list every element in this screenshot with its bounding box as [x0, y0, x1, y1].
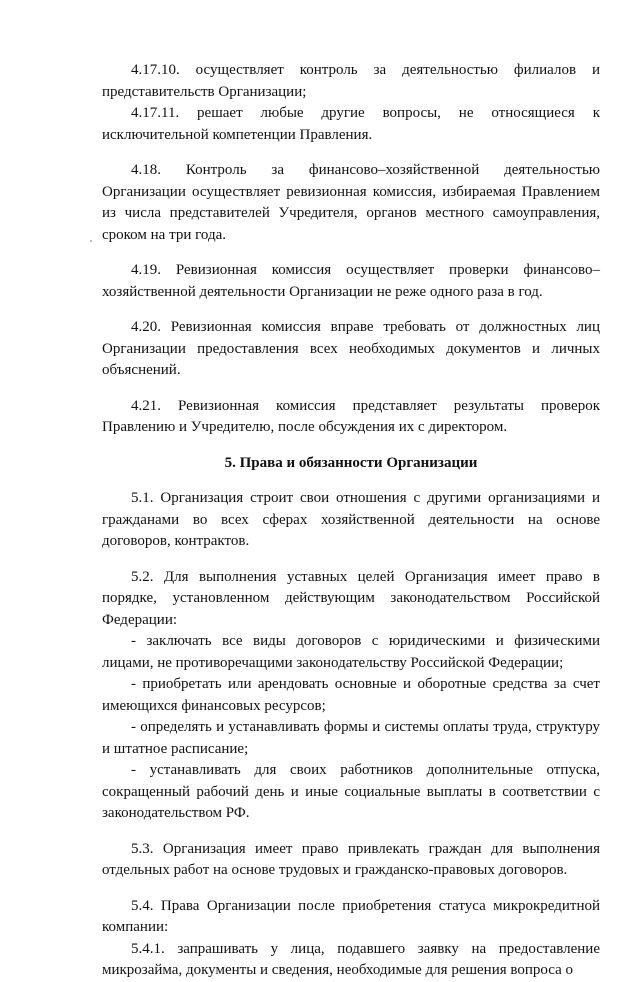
bullet-item: - устанавливать для своих работников дополнительные отпуска, сокращенный рабочий день и иные социальные выплаты в соответствии с законодательством РФ. — [102, 762, 600, 821]
scan-artifact — [90, 240, 92, 242]
paragraph-4-21: 4.21. Ревизионная комиссия представляет результаты проверок Правлению и Учредителю, после обсуждения их с директором. — [102, 397, 600, 435]
paragraph-5-4: 5.4. Права Организации после приобретения статуса микрокредитной компании: — [102, 897, 600, 935]
paragraph-4-17-11: 4.17.11. решает любые другие вопросы, не относящиеся к исключительной компетенции Правления. — [102, 105, 600, 143]
bullet-item: - заключать все виды договоров с юридическими и физическими лицами, не противоречащими законодательству Российской Федерации; — [102, 633, 600, 671]
paragraph-5-3: 5.3. Организация имеет право привлекать граждан для выполнения отдельных работ на основе трудовых и гражданско-правовых договоров. — [102, 840, 600, 878]
paragraph-5-4-1: 5.4.1. запрашивать у лица, подавшего заявку на предоставление микрозайма, документы и сведения, необходимые для решения вопроса о — [102, 940, 600, 978]
paragraph-5-2: 5.2. Для выполнения уставных целей Организация имеет право в порядке, установленном действующим законодательством Российской Федерации: — [102, 568, 600, 628]
section-heading: 5. Права и обязанности Организации — [224, 454, 478, 471]
bullet-item: - определять и устанавливать формы и системы оплаты труда, структуру и штатное расписание; — [102, 719, 600, 757]
paragraph-4-18: 4.18. Контроль за финансово–хозяйственной деятельностью Организации осуществляет ревизионная комиссия, избираемая Правлением из числа представителей Учредителя, органов местного самоуправления, сроком на три года. — [102, 162, 600, 243]
bullet-item: - приобретать или арендовать основные и оборотные средства за счет имеющихся финансовых ресурсов; — [102, 676, 600, 714]
paragraph-5-1: 5.1. Организация строит свои отношения с другими организациями и гражданами во всех сферах хозяйственной деятельности на основе договоров, контрактов. — [102, 490, 600, 549]
paragraph-4-17-10: 4.17.10. осуществляет контроль за деятельностью филиалов и представительств Организации; — [102, 62, 600, 100]
paragraph-4-20: 4.20. Ревизионная комиссия вправе требовать от должностных лиц Организации предоставления всех необходимых документов и личных объяснений. — [102, 319, 600, 378]
paragraph-4-19: 4.19. Ревизионная комиссия осуществляет проверки финансово–хозяйственной деятельности Организации не реже одного раза в год. — [102, 262, 600, 300]
